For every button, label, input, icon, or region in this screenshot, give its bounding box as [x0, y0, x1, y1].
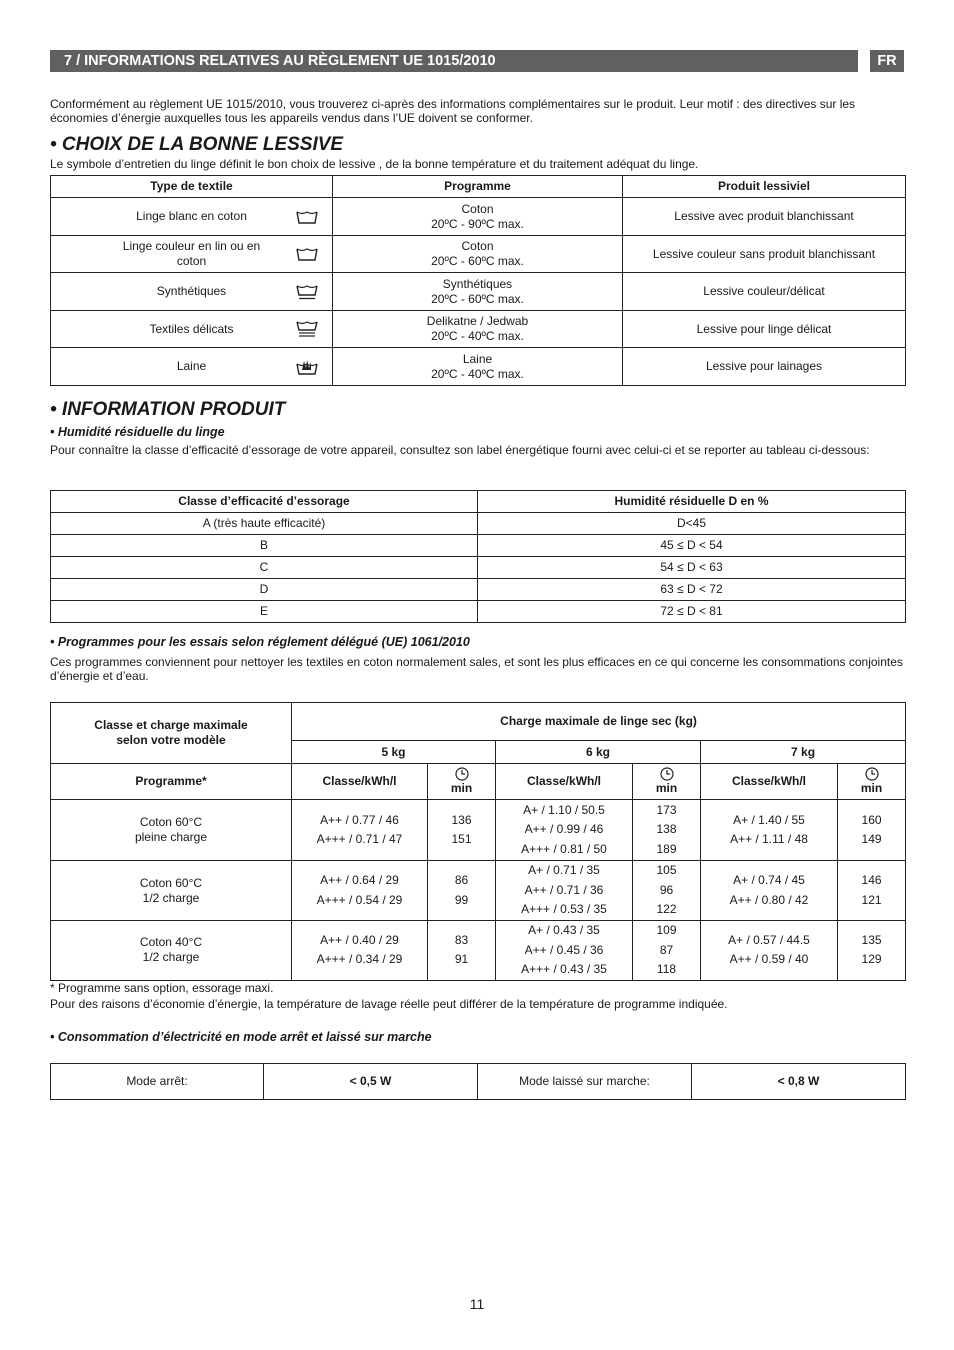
wash-tub-icon	[296, 246, 318, 262]
class-value: A++ / 0.40 / 29	[320, 932, 399, 947]
corner-header: Classe et charge maximale selon votre modèle	[51, 703, 292, 764]
table-row	[51, 557, 906, 579]
footnote-temperature: Pour des raisons d’économie d’énergie, la température de lavage réelle peut différer de la température de programme indiquée.	[50, 997, 728, 1011]
detergent-table	[50, 175, 906, 386]
table-row	[51, 348, 906, 386]
section-title-lessive: • CHOIX DE LA BONNE LESSIVE	[50, 134, 344, 155]
produit-value: Lessive couleur/délicat	[623, 273, 906, 311]
humidite-value: 63 ≤ D < 72	[478, 579, 906, 601]
min-value: 135	[861, 932, 882, 947]
class-value: A+++ / 0.54 / 29	[316, 892, 403, 907]
hand-wash-icon	[296, 358, 318, 376]
subsection-programmes: • Programmes pour les essais selon réglement délégué (UE) 1061/2010	[50, 635, 470, 649]
programme-load: 1/2 charge	[142, 890, 200, 905]
clock-icon	[865, 767, 879, 781]
col-header-humidite: Humidité résiduelle D en %	[478, 491, 906, 513]
class-value: A+++ / 0.43 / 35	[521, 962, 607, 976]
class-value: A+++ / 0.71 / 47	[316, 832, 403, 846]
min-value: 149	[861, 832, 882, 846]
programmes-desc: Ces programmes conviennent pour nettoyer les textiles en coton normalement sales, et sont les plus efficaces en ce qui concerne les consommations conjointes d’énergie et d’eau.	[50, 655, 903, 683]
programme-name: Coton	[461, 239, 494, 253]
intro-paragraph: Conformément au règlement UE 1015/2010, vous trouverez ci-après des informations complémentaires sur le produit. Leur motif : des directives sur les économies d’énergie auxquelles tous les appareils vendus dans l’UE doivent se conformer.	[50, 97, 856, 125]
min-value: 87	[659, 942, 674, 957]
min-value: 129	[861, 952, 882, 967]
programme-load: 1/2 charge	[142, 950, 200, 965]
class-value: A+ / 0.74 / 45	[733, 873, 805, 887]
class-value: A++ / 0.99 / 46	[524, 822, 604, 837]
class-value: A++ / 0.64 / 29	[320, 873, 399, 887]
class-value: A+ / 0.57 / 44.5	[728, 932, 810, 947]
min-value: 99	[454, 892, 469, 907]
textile-name: Synthétiques	[156, 284, 227, 298]
min-col-header: min	[450, 781, 473, 795]
humidite-value: 45 ≤ D < 54	[478, 535, 906, 557]
col-header-produit: Produit lessiviel	[623, 176, 906, 198]
programme-temp: 20ºC - 60ºC max.	[431, 291, 524, 306]
section-header-bar: 7 / INFORMATIONS RELATIVES AU RÈGLEMENT UE 1015/2010	[50, 50, 858, 72]
programme-col-header: Programme*	[51, 764, 292, 800]
programme-name: Delikatne / Jedwab	[426, 314, 529, 328]
humidite-value: 54 ≤ D < 63	[478, 557, 906, 579]
table-row	[51, 236, 906, 273]
programme-name: Coton	[461, 201, 494, 216]
class-value: A+ / 0.43 / 35	[528, 923, 600, 937]
produit-value: Lessive couleur sans produit blanchissant	[623, 236, 906, 273]
col-header-classe: Classe d’efficacité d’essorage	[51, 491, 478, 513]
language-badge: FR	[870, 50, 904, 72]
table-row	[51, 861, 906, 921]
mode-on-label: Mode laissé sur marche:	[478, 1064, 692, 1100]
class-value: A+++ / 0.53 / 35	[521, 902, 607, 917]
test-programmes-table	[50, 702, 906, 981]
programme-temp: 20ºC - 60ºC max.	[431, 254, 524, 268]
min-value: 105	[656, 863, 677, 878]
min-value: 121	[861, 892, 882, 907]
class-value: A++ / 0.77 / 46	[320, 812, 399, 827]
min-value: 160	[861, 812, 882, 827]
footnote-programme: * Programme sans option, essorage maxi.	[50, 981, 274, 995]
load-header-7kg: 7 kg	[701, 741, 906, 764]
humidite-value: D<45	[478, 513, 906, 535]
min-value: 136	[451, 812, 472, 827]
humidite-desc: Pour connaître la classe d’efficacité d’essorage de votre appareil, consultez son label énergétique fourni avec celui-ci et se reporter au tableau ci-dessous:	[50, 443, 870, 457]
min-value: 109	[656, 923, 677, 937]
wash-tub-double-underline-icon	[296, 320, 318, 338]
table-row	[51, 579, 906, 601]
spin-efficiency-table	[50, 490, 906, 623]
table-row	[51, 311, 906, 348]
class-value: A++ / 0.45 / 36	[524, 942, 604, 957]
mode-off-value: < 0,5 W	[264, 1064, 478, 1100]
mode-off-label: Mode arrêt:	[51, 1064, 264, 1100]
col-header-programme: Programme	[333, 176, 623, 198]
class-value: A++ / 1.11 / 48	[730, 832, 808, 846]
programme-name: Synthétiques	[442, 276, 513, 291]
programme-name: Coton 60°C	[139, 875, 203, 890]
textile-name: Textiles délicats	[149, 321, 234, 336]
classe-value: D	[51, 579, 478, 601]
min-value: 86	[454, 873, 469, 887]
min-value: 138	[656, 822, 677, 837]
subsection-humidite: • Humidité résiduelle du linge	[50, 425, 225, 439]
table-header-row	[51, 176, 906, 198]
class-value: A+++ / 0.34 / 29	[316, 952, 403, 967]
load-header-5kg: 5 kg	[292, 741, 496, 764]
classe-value: A (très haute efficacité)	[51, 513, 478, 535]
table-header-row	[51, 491, 906, 513]
min-value: 189	[656, 841, 677, 856]
textile-name: Linge blanc en coton	[136, 209, 247, 223]
programme-temp: 20ºC - 40ºC max.	[431, 366, 524, 381]
class-value: A+++ / 0.81 / 50	[521, 841, 607, 856]
programme-temp: 20ºC - 40ºC max.	[431, 329, 524, 343]
min-col-header: min	[860, 781, 883, 795]
power-consumption-table	[50, 1063, 906, 1100]
class-col-header: Classe/kWh/l	[292, 764, 428, 800]
table-row	[51, 921, 906, 981]
programme-name: Coton 60°C	[139, 815, 203, 829]
section-title-produit: • INFORMATION PRODUIT	[50, 399, 286, 420]
programme-name: Coton 40°C	[139, 935, 203, 950]
programme-name: Laine	[462, 351, 493, 366]
mode-on-value: < 0,8 W	[692, 1064, 906, 1100]
classe-value: B	[51, 535, 478, 557]
clock-icon	[455, 767, 469, 781]
programme-temp: 20ºC - 90ºC max.	[431, 216, 524, 231]
min-value: 122	[656, 902, 677, 917]
produit-value: Lessive pour linge délicat	[623, 311, 906, 348]
programme-load: pleine charge	[134, 830, 208, 844]
charge-header: Charge maximale de linge sec (kg)	[292, 703, 906, 741]
table-row	[51, 273, 906, 311]
class-value: A+ / 0.71 / 35	[528, 863, 600, 878]
clock-icon	[660, 767, 674, 781]
table-row	[51, 1064, 906, 1100]
wash-tub-underline-icon	[296, 284, 318, 300]
class-col-header: Classe/kWh/l	[701, 764, 838, 800]
class-value: A++ / 0.71 / 36	[524, 882, 604, 897]
classe-value: E	[51, 601, 478, 623]
subsection-consommation: • Consommation d’électricité en mode arrêt et laissé sur marche	[50, 1030, 432, 1044]
min-value: 118	[656, 962, 677, 976]
textile-name: Laine	[176, 359, 207, 373]
min-value: 91	[454, 952, 469, 967]
textile-name: Linge couleur en lin ou en coton	[122, 239, 261, 268]
table-row	[51, 601, 906, 623]
min-col-header: min	[655, 781, 678, 795]
col-header-textile: Type de textile	[51, 176, 333, 198]
table-row	[51, 800, 906, 861]
table-row	[51, 513, 906, 535]
min-value: 151	[451, 832, 472, 846]
section-desc-lessive: Le symbole d’entretien du linge définit le bon choix de lessive , de la bonne température et du traitement adéquat du linge.	[50, 157, 699, 171]
table-row	[51, 535, 906, 557]
class-col-header: Classe/kWh/l	[496, 764, 633, 800]
produit-value: Lessive pour lainages	[623, 348, 906, 386]
min-value: 96	[659, 882, 674, 897]
class-value: A+ / 1.40 / 55	[733, 812, 805, 827]
class-value: A+ / 1.10 / 50.5	[523, 802, 605, 817]
min-value: 173	[656, 802, 677, 817]
table-row	[51, 198, 906, 236]
min-value: 146	[861, 873, 882, 887]
min-value: 83	[454, 932, 469, 947]
class-value: A++ / 0.80 / 42	[729, 892, 809, 907]
page-number: 11	[469, 1296, 485, 1312]
table-header-row	[51, 764, 906, 800]
load-header-6kg: 6 kg	[496, 741, 701, 764]
class-value: A++ / 0.59 / 40	[729, 952, 809, 967]
wash-tub-icon	[296, 209, 318, 225]
humidite-value: 72 ≤ D < 81	[478, 601, 906, 623]
classe-value: C	[51, 557, 478, 579]
produit-value: Lessive avec produit blanchissant	[623, 198, 906, 236]
